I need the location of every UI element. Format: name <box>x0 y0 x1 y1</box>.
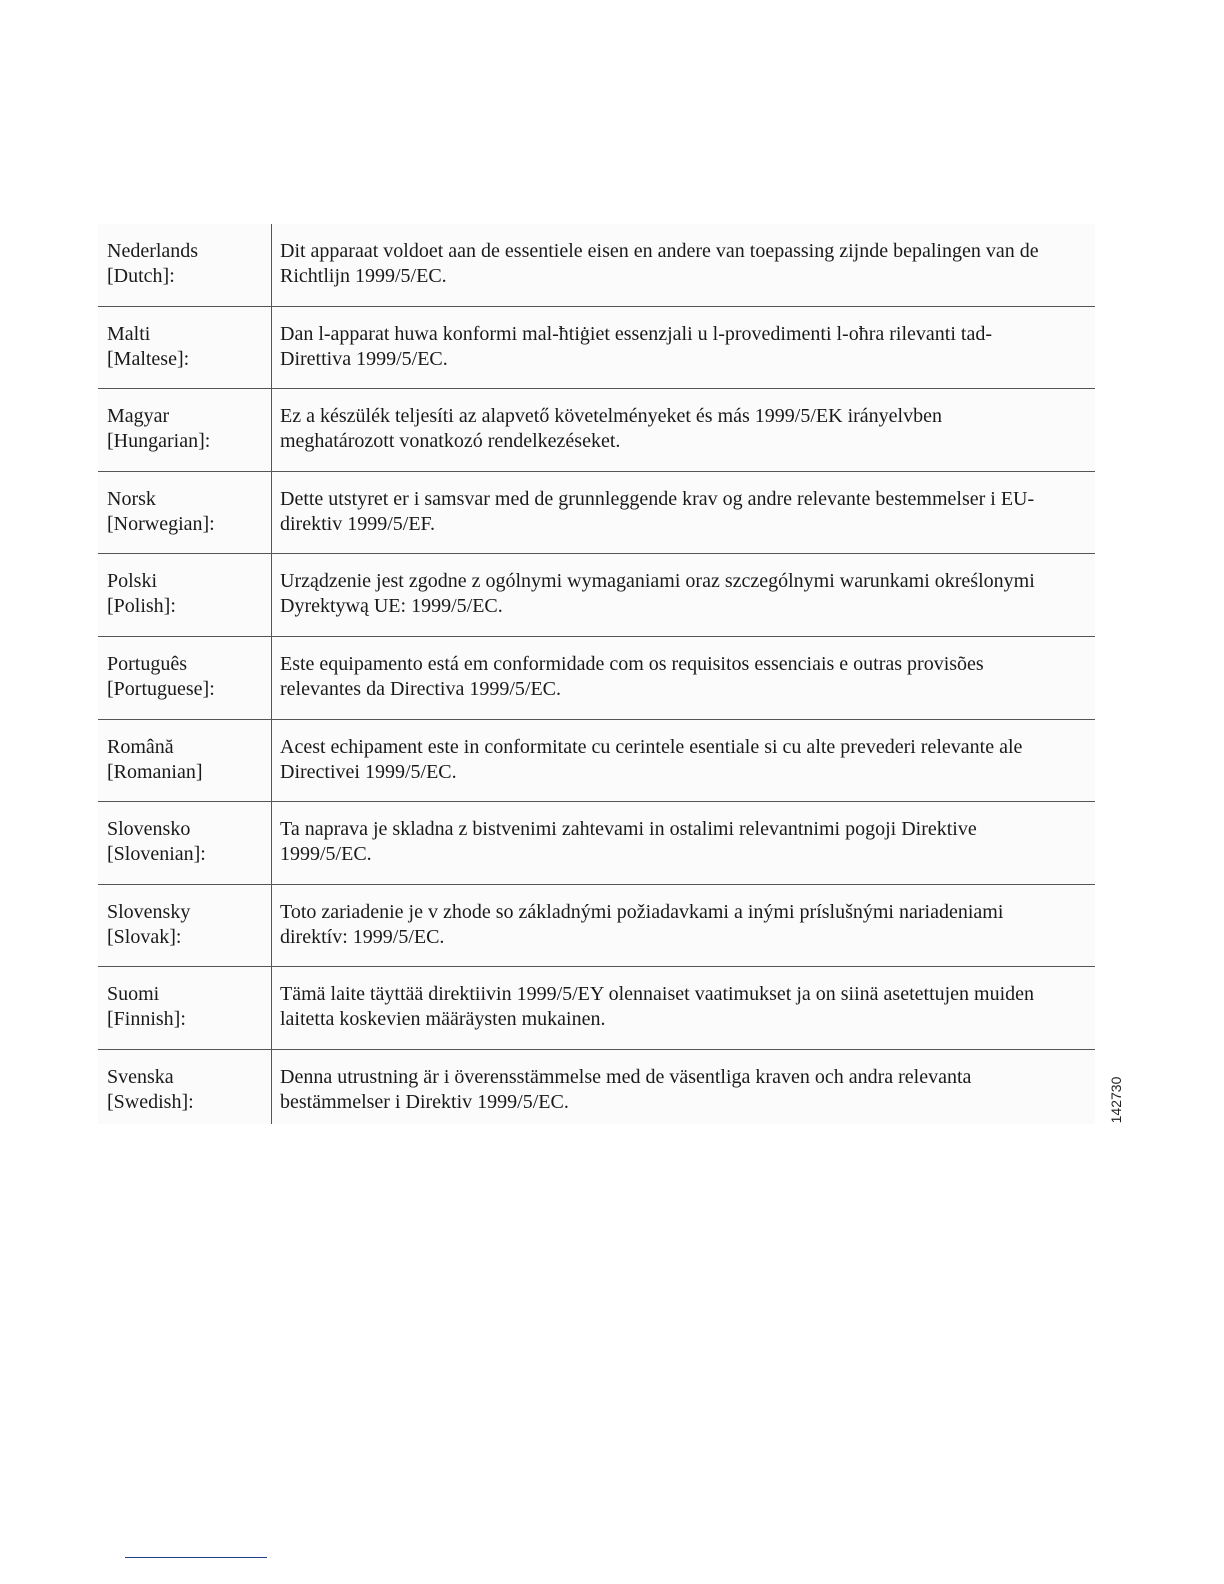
language-cell <box>98 802 272 884</box>
language-name: Norsk <box>107 487 156 510</box>
declaration-text: Este equipamento está em conformidade com os requisitos essenciais e outras provisões relevantes da Directiva 1999/5/EC. <box>280 652 984 700</box>
table-row-slovak <box>98 885 1095 968</box>
language-label: [Hungarian]: <box>107 430 211 453</box>
language-name: Slovensky <box>107 900 191 923</box>
footer-rule <box>125 1557 267 1558</box>
declaration-text: Ez a készülék teljesíti az alapvető követelményeket és más 1999/5/EK irányelvben meghatározott vonatkozó rendelkezéseket. <box>280 405 942 453</box>
declaration-text: Toto zariadenie je v zhode so základnými požiadavkami a inými príslušnými nariadeniami direktív: 1999/5/EC. <box>280 900 1004 948</box>
language-cell <box>98 1050 272 1124</box>
declaration-text: Acest echipament este in conformitate cu cerintele esentiale si cu alte prevederi relevante ale Directivei 1999/5/EC. <box>280 735 1023 783</box>
language-label: [Finnish]: <box>107 1008 186 1031</box>
language-name: Malti <box>107 322 151 345</box>
table-row-slovenian <box>98 802 1095 885</box>
language-name: Português <box>107 652 187 675</box>
language-label: [Polish]: <box>107 595 176 618</box>
language-label: [Portuguese]: <box>107 677 215 700</box>
table-row-swedish <box>98 1050 1095 1124</box>
language-name: Magyar <box>107 405 170 428</box>
language-name: Nederlands <box>107 240 199 262</box>
declaration-text: Dette utstyret er i samsvar med de grunnleggende krav og andre relevante bestemmelser i EU- direktiv 1999/5/EF. <box>280 487 1035 535</box>
language-cell <box>98 720 272 802</box>
table-row-hungarian <box>98 389 1095 472</box>
language-label: [Slovak]: <box>107 925 182 948</box>
declaration-text: Urządzenie jest zgodne z ogólnymi wymaganiami oraz szczególnymi warunkami określonymi Dyrektywą UE: 1999/5/EC. <box>280 570 1035 618</box>
language-name: Slovensko <box>107 818 191 841</box>
language-cell <box>98 885 272 967</box>
language-cell <box>98 224 272 306</box>
language-label: [Norwegian]: <box>107 512 215 535</box>
declaration-text: Dan l-apparat huwa konformi mal-ħtiġiet essenzjali u l-provedimenti l-oħra rilevanti tad- Direttiva 1999/5/EC. <box>280 322 992 370</box>
table-row-romanian <box>98 720 1095 803</box>
language-cell <box>98 472 272 554</box>
language-cell <box>98 554 272 636</box>
language-name: Română <box>107 735 174 758</box>
declaration-text: Ta naprava je skladna z bistvenimi zahtevami in ostalimi relevantnimi pogoji Direktive 1999/5/EC. <box>280 818 977 866</box>
declaration-text: Dit apparaat voldoet aan de essentiele eisen en andere van toepassing zijnde bepalingen van de Richtlijn 1999/5/EC. <box>280 240 1039 287</box>
language-name: Svenska <box>107 1065 174 1088</box>
language-label: [Dutch]: <box>107 265 175 287</box>
table-row-norwegian <box>98 472 1095 555</box>
table-row-portuguese <box>98 637 1095 720</box>
language-name: Suomi <box>107 983 160 1006</box>
table-row-maltese <box>98 307 1095 390</box>
figure-number: 142730 <box>1108 1076 1124 1124</box>
language-label: [Maltese]: <box>107 347 190 370</box>
table-row-dutch <box>98 224 1095 307</box>
language-name: Polski <box>107 570 158 593</box>
language-cell <box>98 307 272 389</box>
language-label: [Swedish]: <box>107 1090 194 1113</box>
language-cell <box>98 389 272 471</box>
declaration-table <box>98 224 1095 1124</box>
declaration-text: Tämä laite täyttää direktiivin 1999/5/EY olennaiset vaatimukset ja on siinä asetettujen muiden laitetta koskevien määräysten mukainen. <box>280 983 1035 1031</box>
language-label: [Romanian] <box>107 760 203 783</box>
declaration-text: Denna utrustning är i överensstämmelse med de väsentliga kraven och andra relevanta bestämmelser i Direktiv 1999/5/EC. <box>280 1065 972 1113</box>
table-row-finnish <box>98 967 1095 1050</box>
language-cell <box>98 637 272 719</box>
language-label: [Slovenian]: <box>107 843 206 866</box>
table-row-polish <box>98 554 1095 637</box>
language-cell <box>98 967 272 1049</box>
